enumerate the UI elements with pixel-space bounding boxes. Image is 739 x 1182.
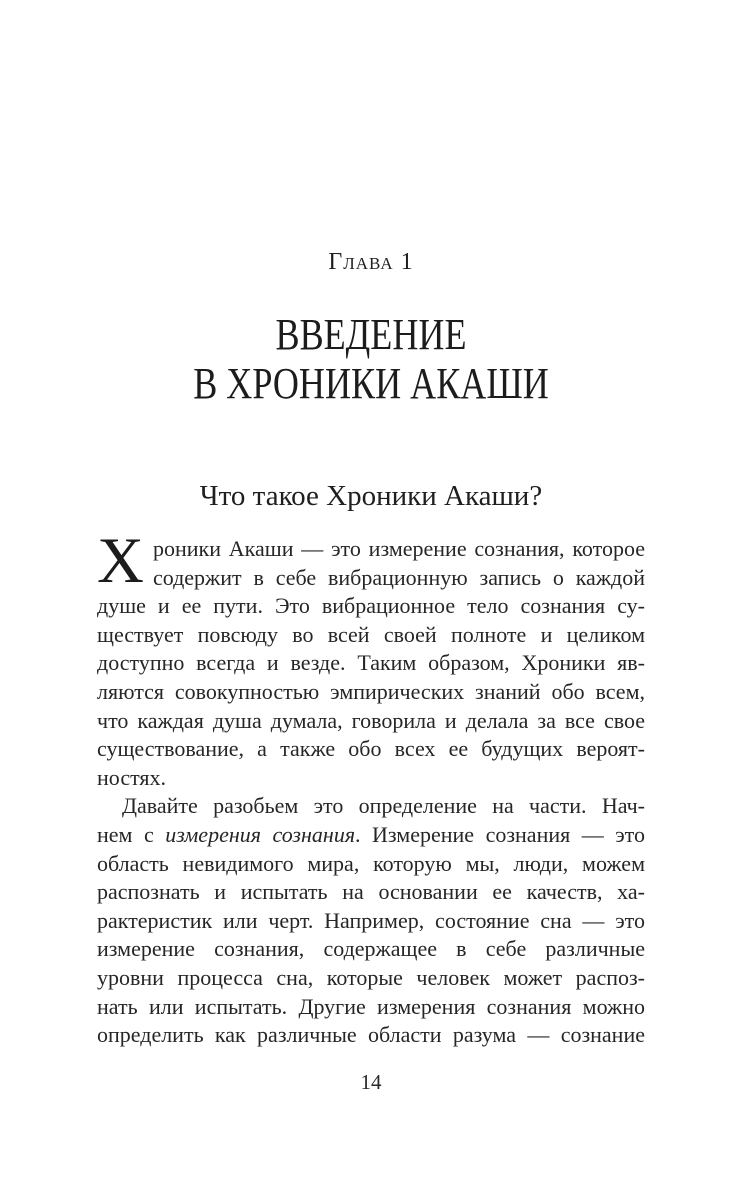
paragraph	[97, 792, 645, 1049]
body-line: Давайте разобьем это определение на части. Нач-	[122, 793, 645, 819]
chapter-label: Глава 1	[328, 249, 414, 275]
body-line: ностях.	[97, 764, 167, 790]
body-line: ществует повсюду во всей своей полноте и целиком	[97, 621, 645, 647]
chapter-title-line-1: ВВЕДЕНИЕ	[275, 310, 467, 359]
body-line: содержит в себе вибрационную запись о каждой	[152, 564, 645, 590]
body-line: область невидимого мира, которую мы, люди, можем	[97, 850, 645, 876]
page-number: 14	[360, 1069, 382, 1094]
body-line: доступно всегда и везде. Таким образом, Хроники яв-	[97, 650, 645, 676]
paragraph	[97, 525, 645, 792]
chapter-title	[146, 310, 595, 408]
body-text	[97, 525, 645, 1050]
body-line: уровни процесса сна, которые человек может распоз-	[97, 964, 645, 990]
body-line: ляются совокупностью эмпирических знаний обо всем,	[97, 678, 645, 704]
body-line: распознать и испытать на основании ее качеств, ха-	[97, 879, 645, 905]
body-line: душе и ее пути. Это вибрационное тело сознания су-	[97, 593, 645, 619]
drop-cap: Х	[97, 525, 144, 597]
body-line: нем с измерения сознания. Измерение сознания — это	[97, 821, 645, 847]
body-line: измерение сознания, содержащее в себе различные	[97, 936, 645, 962]
body-line: нать или испытать. Другие измерения сознания можно	[97, 993, 645, 1019]
body-line: рактеристик или черт. Например, состояние сна — это	[97, 907, 645, 933]
body-line: что каждая душа думала, говорила и делала за все свое	[97, 707, 645, 733]
section-heading: Что такое Хроники Акаши?	[199, 480, 543, 512]
body-line: роники Акаши — это измерение сознания, которое	[152, 536, 645, 561]
body-line: определить как различные области разума — сознание	[97, 1022, 645, 1048]
body-line: существование, а также обо всех ее будущих вероят-	[97, 736, 645, 762]
chapter-title-line-2: В ХРОНИКИ АКАШИ	[193, 359, 549, 408]
